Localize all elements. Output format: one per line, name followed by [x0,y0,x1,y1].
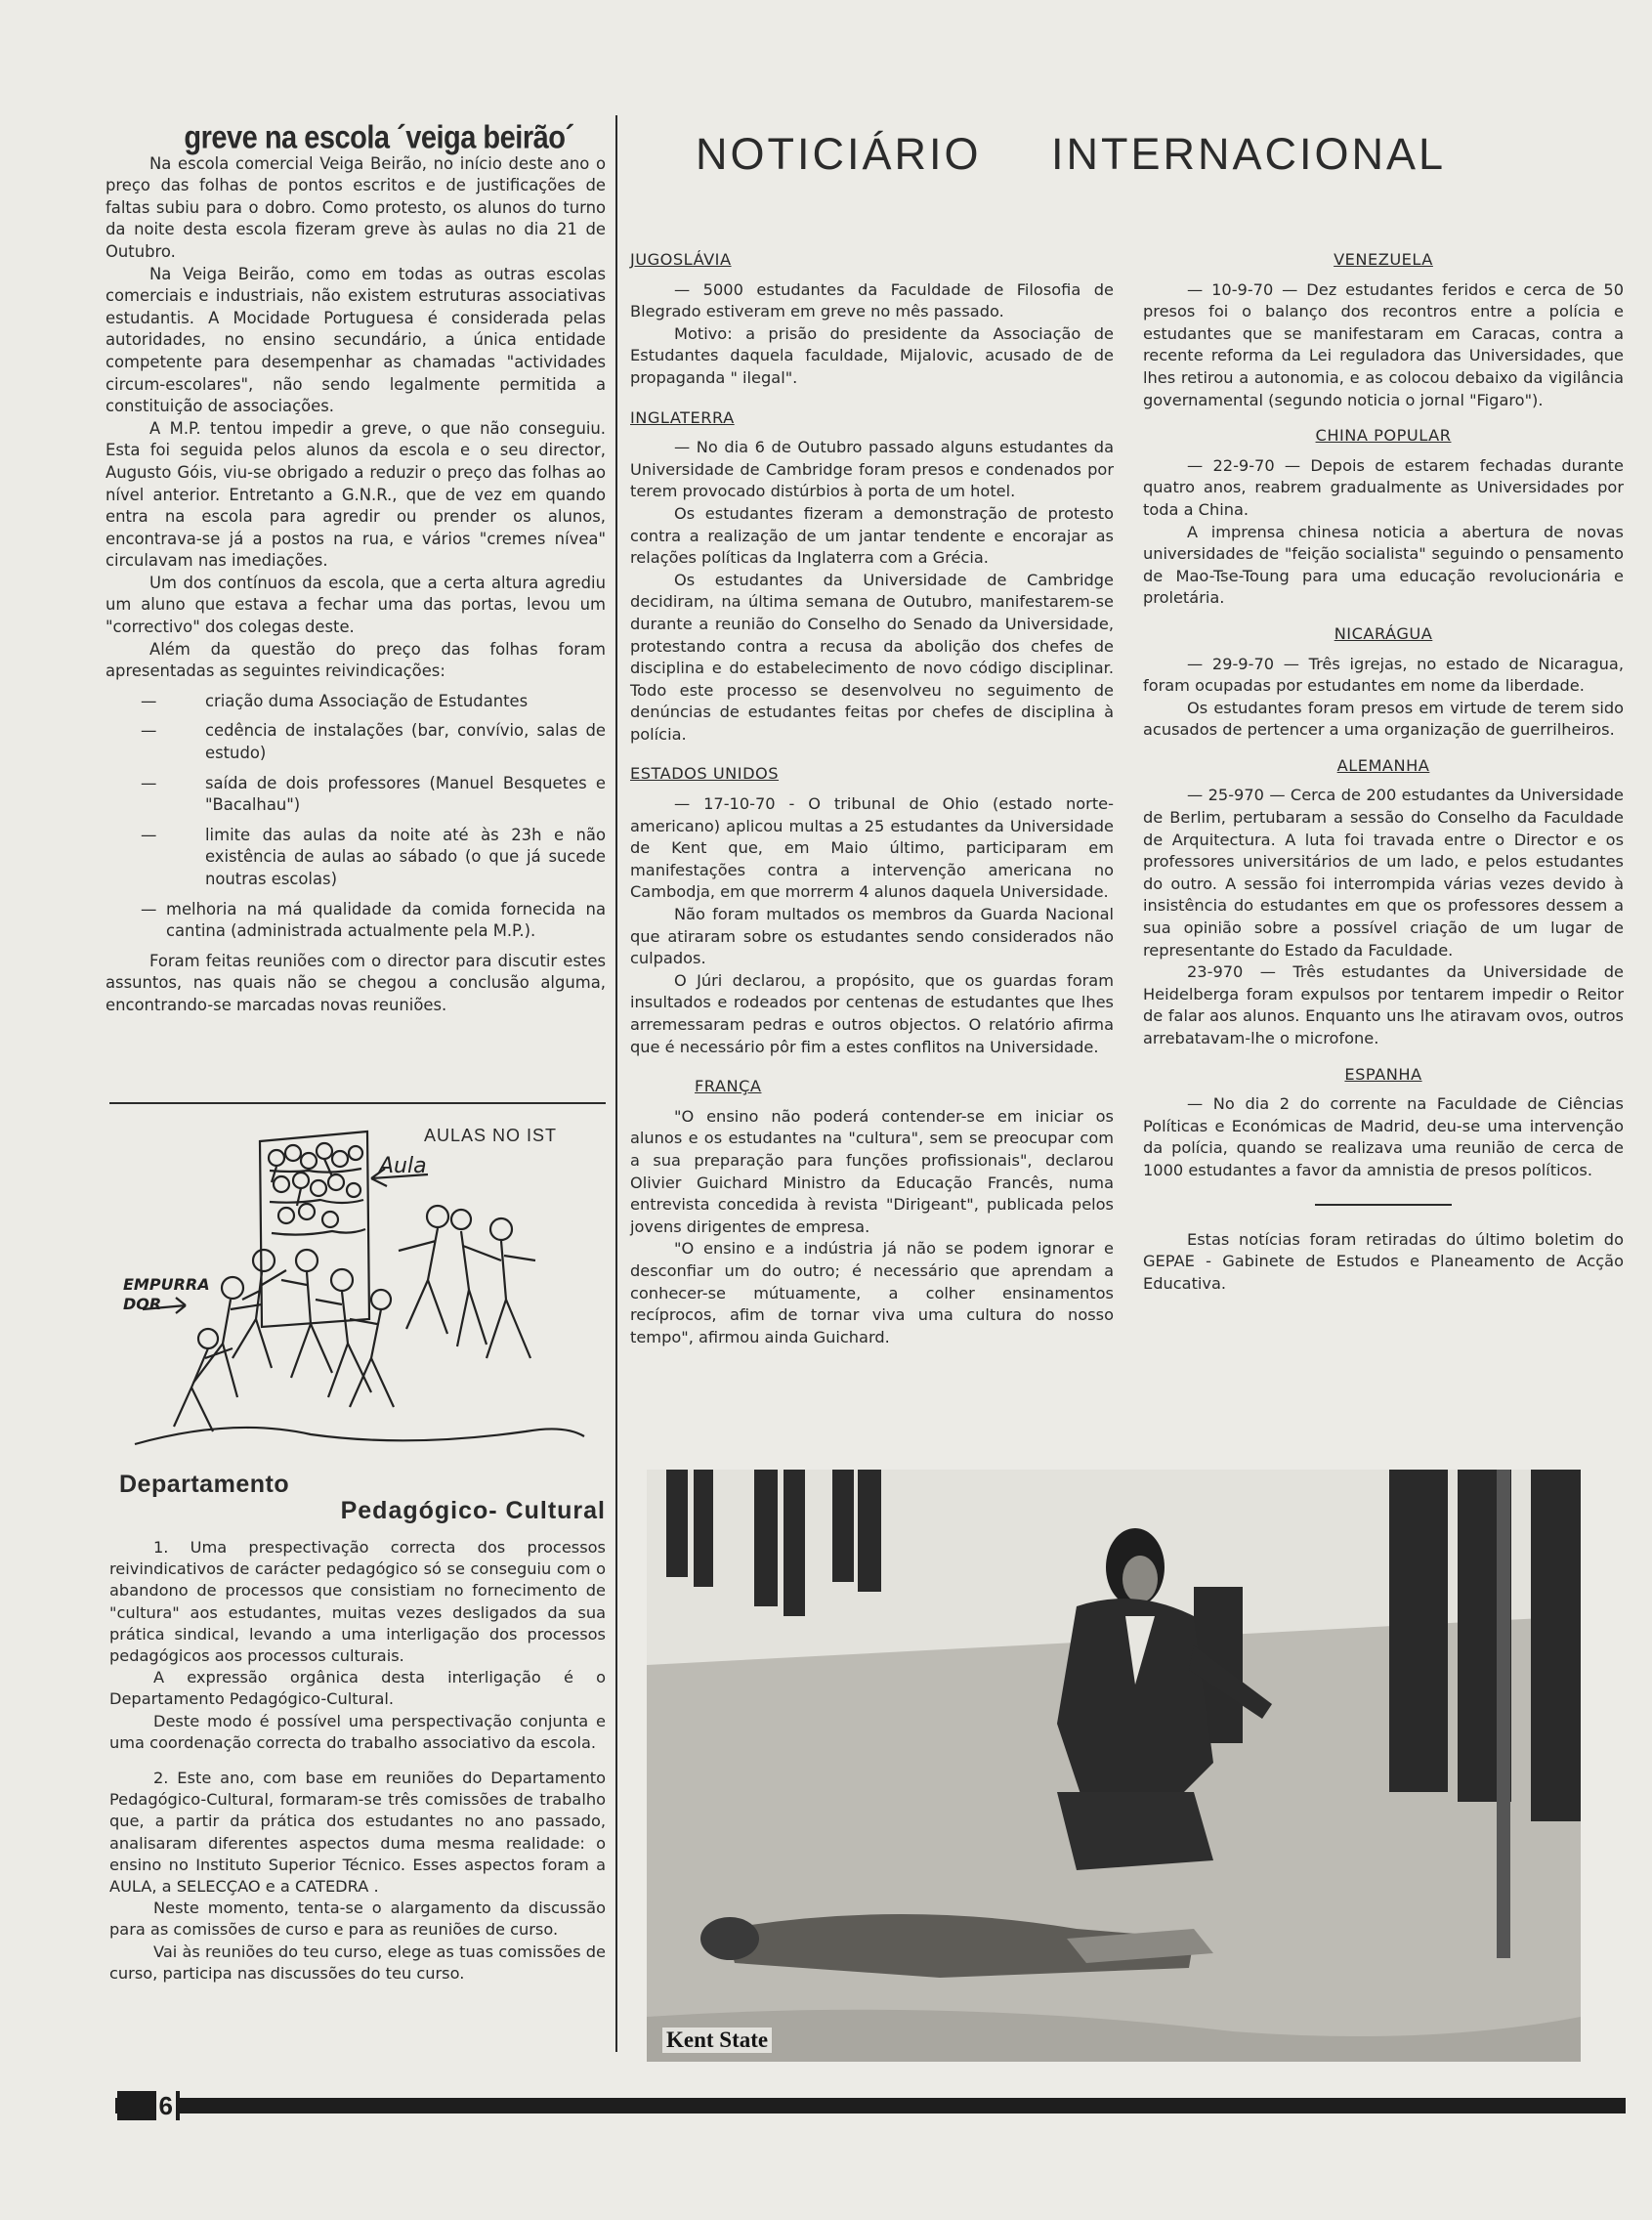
paragraph: Neste momento, tenta-se o alargamento da discussão para as comissões de curso e para as reuniões de curso. [109,1899,606,1940]
section-heading: FRANÇA [695,1077,762,1096]
section-heading: NICARÁGUA [1334,623,1433,643]
paragraph: "O ensino e a indústria já não se podem ignorar e desconfiar um do outro; é necessário que aprendam a conhecer-se mútuamente, a colher ensinamentos recíprocos, afim de tornar viva uma cultura do nosso tempo", afirmou ainda Guichard. [630,1239,1114,1346]
paragraph: Na escola comercial Veiga Beirão, no início deste ano o preço das folhas de pontos escritos e de justificações de faltas subiu para o dobro. Como protesto, os alunos do turno da noite desta escola fizeram greve às aulas no dia 21 de Outubro. [106,153,606,261]
photo-image [647,1470,1581,2062]
list-item: — melhoria na má qualidade da comida fornecida na cantina (administrada actualmente pela M.P.). [106,899,606,943]
section-heading: VENEZUELA [1334,250,1433,269]
paragraph: A expressão orgânica desta interligação é o Departamento Pedagógico-Cultural. [109,1668,606,1709]
divider [109,1102,606,1104]
column-divider [615,115,617,2052]
section-heading: INGLATERRA [630,407,735,427]
dash: — [141,773,157,792]
section-heading: ESTADOS UNIDOS [630,764,780,784]
article-greve-title: greve na escola ´veiga beirão´ [184,119,574,156]
paragraph: A M.P. tentou impedir a greve, o que não conseguiu. Esta foi seguida pelos alunos da escola e o seu director, Augusto Góis, viu-se obrigado a reduzir o preço das folhas ao nível anterior. Entretanto a G.N.R., que de vez em quando entra na escola para agredir ou prender os alunos, encontrava-se já a postos na rua, e vários "cremes nívea" circulavam nas imediações. [106,418,606,571]
paragraph: O Júri declarou, a propósito, que os guardas foram insultados e rodeados por centenas de estudantes que lhes arremessaram pedras e outros objectos. O relatório afirma que é necessário pôr fim a estes conflitos na Universidade. [630,970,1114,1056]
list-item: — limite das aulas da noite até às 23h e não existência de aulas ao sábado (o que já sucede noutras escolas) [106,825,606,891]
section-heading: ALEMANHA [1336,755,1430,775]
arrow-label: EMPURRA [123,1275,210,1294]
paragraph: "O ensino não poderá contender-se em iniciar os alunos e os estudantes na "cultura", sem se preocupar com a sua preparação para funções profissionais", declarou Olivier Guichard Ministro da Educação Francês, numa entrevista concedida à revista "Dirigeant", publicada pelos jovens dirigentes de empresa. [630,1106,1114,1236]
paragraph: Deste modo é possível uma perspectivação conjunta e uma coordenação correcta do trabalho associativo da escola. [109,1711,606,1752]
section-title: Pedagógico- Cultural [340,1497,606,1524]
door-label: Aula [379,1154,427,1178]
crowd-inside [269,1143,365,1235]
section-title: Departamento [119,1471,290,1498]
divider [1315,1204,1452,1206]
photo-caption: Kent State [662,2028,772,2053]
paragraph: — 17-10-70 - O tribunal de Ohio (estado norte-americano) aplicou multas a 25 estudantes da Universidade de Kent que, em Maio último, participaram em manifestações contra a intervenção americana no Cambodja, em que morrerm 4 alunos daquela Universidade. [630,794,1114,902]
list-item: — cedência de instalações (bar, convívio, salas de estudo) [106,720,606,764]
paragraph: Os estudantes foram presos em virtude de terem sido acusados de pertencer a uma organização de guerrilheiros. [1143,698,1624,740]
paragraph: — 22-9-70 — Depois de estarem fechadas durante quatro anos, reabrem gradualmente as Universidades por toda a China. [1143,455,1624,519]
source-note: Estas notícias foram retiradas do último boletim do GEPAE - Gabinete de Estudos e Planeamento de Acção Educativa. [1143,1229,1624,1293]
page-number: 6 [117,2091,180,2120]
news-column-middle [630,249,1114,1348]
paragraph: — 29-9-70 — Três igrejas, no estado de Nicaragua, foram ocupadas por estudantes em nome da liberdade. [1143,654,1624,696]
cartoon-illustration [115,1114,604,1461]
section-heading: JUGOSLÁVIA [630,250,732,269]
paragraph: Na Veiga Beirão, como em todas as outras escolas comerciais e industriais, não existem estruturas associativas estudantis. A Mocidade Portuguesa é considerada pelas autoridades, no ensino secundário, a única entidade competente para desempenhar as chamadas "actividades circum-escolares", não sendo legalmente permitida a constituição de associações. [106,264,606,416]
section-heading: ESPANHA [1344,1064,1422,1084]
news-photo [647,1470,1581,2062]
paragraph: A imprensa chinesa noticia a abertura de novas universidades de "feição socialista" seguindo o pensamento de Mao-Tse-Toung para uma educação revolucionária e proletária. [1143,522,1624,608]
paragraph: — 5000 estudantes da Faculdade de Filosofia de Blegrado estiveram em greve no mês passado. [630,279,1114,321]
list-item: — criação duma Associação de Estudantes [106,691,606,713]
paragraph: Motivo: a prisão do presidente da Associação de Estudantes daquela faculdade, Mijalovic, acusado de de propaganda " ilegal". [630,323,1114,387]
illustration-title: AULAS NO IST [424,1126,558,1145]
headline-word: INTERNACIONAL [1051,129,1447,179]
dash: — [141,899,157,918]
ground-line [135,1428,584,1444]
section-heading: CHINA POPULAR [1315,426,1452,446]
dash: — [141,691,157,710]
paragraph: 23-970 — Três estudantes da Universidade de Heidelberga foram expulsos por tentarem impedir o Reitor de falar aos alunos. Enquanto uns lhe atiravam ovos, outros arrebatavam-lhe o microfone. [1143,962,1624,1047]
paragraph: Além da questão do preço das folhas foram apresentadas as seguintes reivindicações: [106,639,606,681]
footer-bar [115,2098,1626,2113]
article-departamento [106,1471,606,1985]
paragraph: Foram feitas reuniões com o director para discutir estes assuntos, nas quais não se chegou a conclusão alguma, encontrando-se marcadas novas reuniões. [106,951,606,1014]
paragraph: — 25-970 — Cerca de 200 estudantes da Universidade de Berlim, pertubaram a sessão do Conselho da Faculdade de Arquitectura. A luta foi travada entre o Director e os professores universitários de um lado, e pelos estudantes do outro. A sessão foi interrompida várias vezes devido à insistência do estudantes em que os professores dessem a sua opinião sobre a possível criação de um lugar de representante do Estado da Faculdade. [1143,786,1624,960]
paragraph: Um dos contínuos da escola, que a certa altura agrediu um aluno que estava a fechar uma das portas, levou um "correctivo" dos colegas deste. [106,573,606,637]
dash: — [141,721,157,741]
paragraph: — 10-9-70 — Dez estudantes feridos e cerca de 50 presos foi o balanço dos recontros entre a polícia e estudantes que se manifestaram em Caracas, contra a recente reforma da Lei reguladora das Universidades, que lhes retirou a autonomia, e as colocou debaixo da vigilância governamental (segundo noticia o jornal "Figaro"). [1143,279,1624,409]
door-frame [260,1131,369,1327]
paragraph: 2. Este ano, com base em reuniões do Departamento Pedagógico-Cultural, formaram-se três comissões de trabalho que, a partir da prática dos estudantes no ano passado, analisaram diferentes aspectos duma mesma realidade: o ensino no Instituto Superior Técnico. Esses aspectos foram a AULA, a SELECÇAO e a CATEDRA . [109,1769,606,1897]
arrow-label: DOR [123,1295,162,1313]
article-greve [106,119,606,1017]
paragraph: 1. Uma prespectivação correcta dos processos reivindicativos de carácter pedagógico só se conseguiu com o abandono de processos que consistiam no fornecimento de "cultura" aos estudantes, muitas vezes desligados da sua prática sindical, levando a uma interligação dos processos pedagógicos aos processos culturais. [109,1538,606,1666]
paragraph: Os estudantes fizeram a demonstração de protesto contra a realização de um jantar tendente e encorajar as relações políticas da Inglaterra com a Grécia. [630,503,1114,568]
paragraph: Não foram multados os membros da Guarda Nacional que atiraram sobre os estudantes sendo considerados não culpados. [630,905,1114,968]
paragraph: — No dia 2 do corrente na Faculdade de Ciências Políticas e Económicas de Madrid, deu-se uma intervenção da polícia, quando se realizava uma reunião de cerca de 1000 estudantes a favor da amnistia de presos políticos. [1143,1094,1624,1179]
news-column-right [1143,249,1624,1295]
dash: — [141,825,157,844]
paragraph: — No dia 6 de Outubro passado alguns estudantes da Universidade de Cambridge foram presos e condenados por terem provocado distúrbios à porta de um hotel. [630,438,1114,501]
paragraph: Os estudantes da Universidade de Cambridge decidiram, na última semana de Outubro, manifestarem-se durante a reunião do Conselho do Senado da Universidade, protestando contra a recusa da abolição dos chefes de disciplina e do estabelecimento de novo código disciplinar. Todo este processo se desenvolveu no seguimento de denúncias de estudantes feitas por chefes de disciplina à polícia. [630,570,1114,744]
headline-word: NOTICIÁRIO [696,129,982,179]
page-headline [696,129,1555,180]
crowd-pushing [174,1206,535,1431]
list-item: — saída de dois professores (Manuel Besquetes e "Bacalhau") [106,773,606,817]
paragraph: Vai às reuniões do teu curso, elege as tuas comissões de curso, participa nas discussões do teu curso. [109,1942,606,1983]
